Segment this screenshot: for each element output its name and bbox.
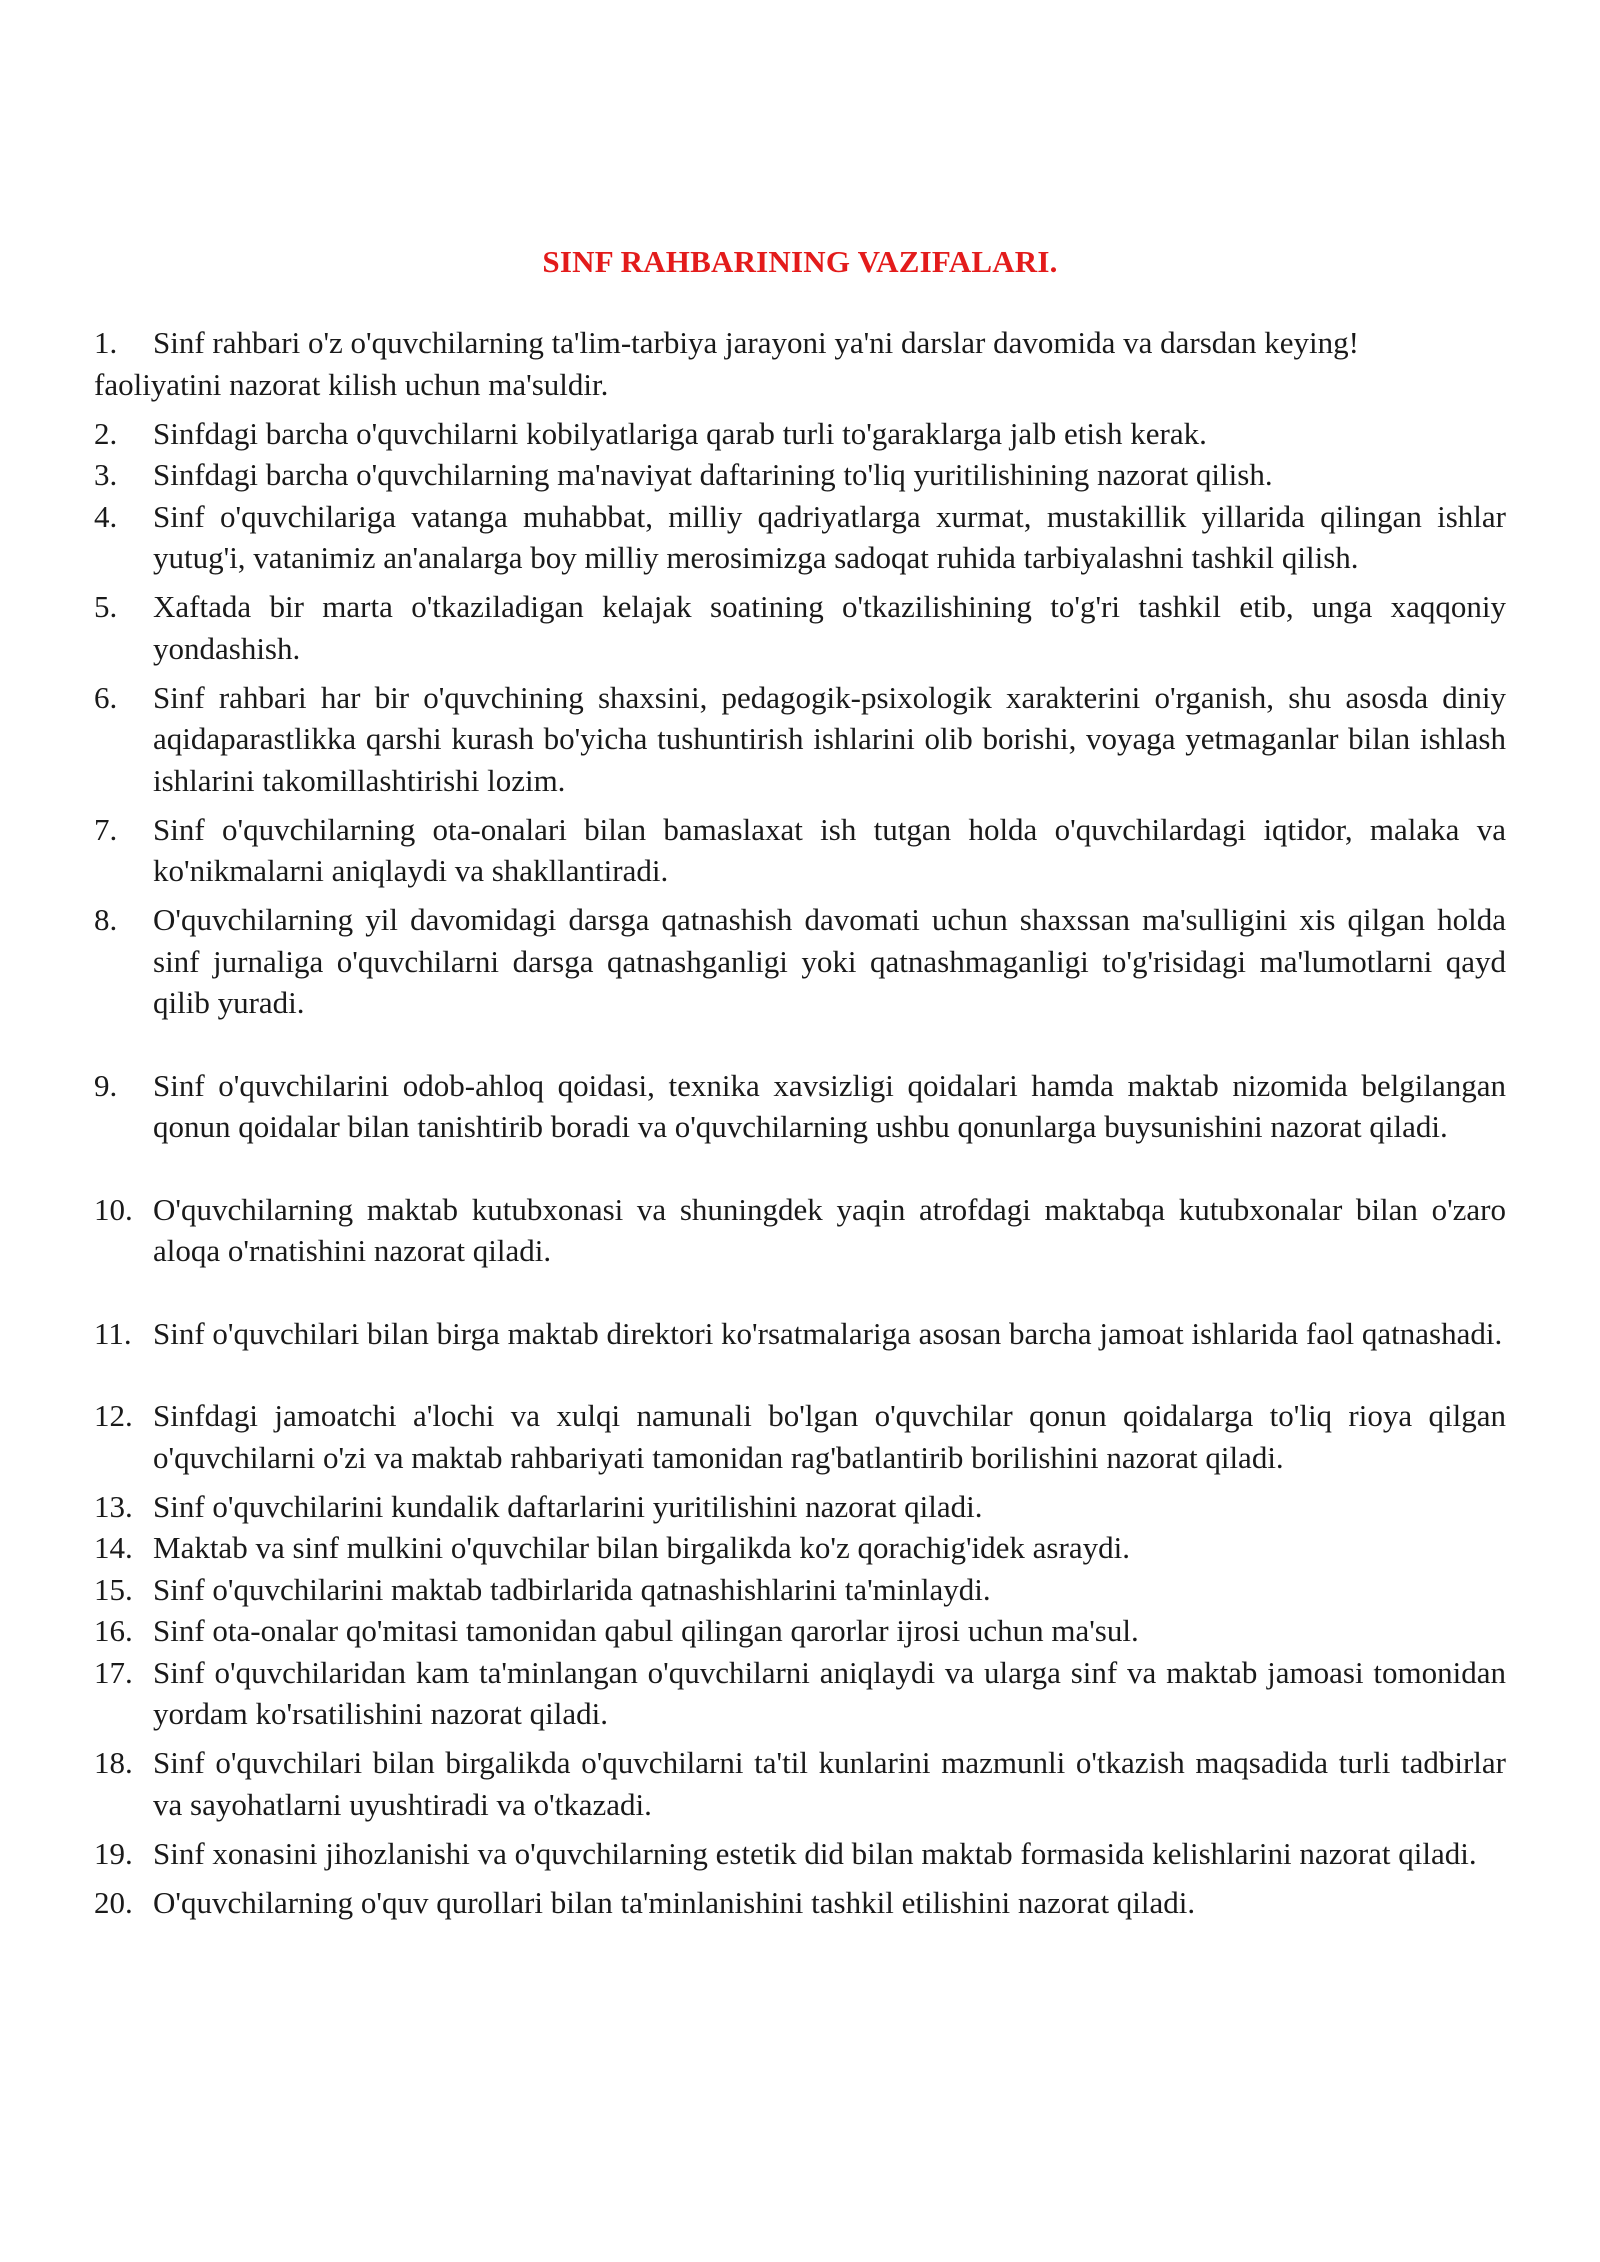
item-text: Sinf o'quvchilari bilan birga maktab direktori ko'rsatmalariga asosan barcha jamoat ishlarida faol qatnashadi.	[153, 1315, 1503, 1351]
item-number: 1.	[94, 325, 118, 360]
item-text: Sinf o'quvchilaridan kam ta'minlangan o'quvchilarni aniqlaydi va ularga sinf va maktab jamoasi tomonidan yordam ko'rsatilishini nazorat qiladi.	[153, 1654, 1506, 1731]
item-text: Sinf xonasini jihozlanishi va o'quvchilarning estetik did bilan maktab formasida kelishlarini nazorat qiladi.	[153, 1835, 1477, 1871]
list-item-13	[94, 1486, 1506, 1528]
item-number: 19.	[94, 1835, 133, 1871]
item-number: 9.	[94, 1067, 118, 1103]
list-item-8	[94, 899, 1506, 1024]
item-text: Sinf o'quvchilarning ota-onalari bilan bamaslaxat ish tutgan holda o'quvchilardagi iqtidor, malaka va ko'nikmalarni aniqlaydi va shakllantiradi.	[153, 811, 1506, 888]
list-item-1-continuation: faoliyatini nazorat kilish uchun ma'suldir.	[94, 366, 609, 402]
list-item-6	[94, 677, 1506, 802]
item-text: Sinfdagi barcha o'quvchilarning ma'naviyat daftarining to'liq yuritilishining nazorat qilish.	[153, 457, 1273, 492]
item-text: Maktab va sinf mulkini o'quvchilar bilan birgalikda ko'z qorachig'idek asraydi.	[153, 1530, 1130, 1565]
item-number: 10.	[94, 1191, 133, 1227]
list-item-2	[94, 413, 1506, 455]
item-text: Sinf o'quvchilarini kundalik daftarlarini yuritilishini nazorat qiladi.	[153, 1488, 983, 1524]
list-item-5	[94, 586, 1506, 669]
list-item-14	[94, 1527, 1506, 1569]
list-item-16	[94, 1610, 1506, 1652]
item-text: Sinf o'quvchilarini maktab tadbirlarida qatnashishlarini ta'minlaydi.	[153, 1571, 991, 1607]
item-number: 11.	[94, 1315, 132, 1351]
item-number: 15.	[94, 1571, 133, 1607]
item-text: Sinf o'quvchilari bilan birgalikda o'quvchilarni ta'til kunlarini mazmunli o'tkazish maqsadida turli tadbirlar va sayohatlarni uyushtiradi va o'tkazadi.	[153, 1745, 1506, 1822]
item-number: 7.	[94, 811, 118, 847]
item-number: 5.	[94, 589, 118, 624]
list-item-11	[94, 1313, 1506, 1355]
list-item-1	[94, 322, 1506, 364]
list-item-7	[94, 809, 1506, 892]
item-text: Sinf rahbari har bir o'quvchining shaxsini, pedagogik-psixologik xarakterini o'rganish, shu asosda diniy aqidaparastlikka qarshi kurash bo'yicha tushuntirish ishlarini olib borishi, voyaga yetmaganlar bilan ishlash ishlarini takomillashtirishi lozim.	[153, 679, 1506, 798]
list-item-12	[94, 1395, 1506, 1478]
item-number: 16.	[94, 1613, 133, 1648]
item-number: 18.	[94, 1745, 133, 1780]
item-number: 4.	[94, 498, 118, 534]
list-item-3	[94, 454, 1506, 496]
item-text: Sinf ota-onalar qo'mitasi tamonidan qabul qilingan qarorlar ijrosi uchun ma'sul.	[153, 1613, 1139, 1648]
item-text: Sinf rahbari o'z o'quvchilarning ta'lim-tarbiya jarayoni ya'ni darslar davomida va darsdan keying!	[153, 325, 1359, 360]
document-title: SINF RAHBARINING VAZIFALARI.	[542, 244, 1058, 279]
item-text: Sinf o'quvchilariga vatanga muhabbat, milliy qadriyatlarga xurmat, mustakillik yillarida qilingan ishlar yutug'i, vatanimiz an'analarga boy milliy merosimizga sadoqat ruhida tarbiyalashni tashkil qilish.	[153, 498, 1506, 575]
list-item-15	[94, 1569, 1506, 1611]
item-number: 14.	[94, 1530, 133, 1565]
list-item-4	[94, 496, 1506, 579]
item-text: O'quvchilarning maktab kutubxonasi va shuningdek yaqin atrofdagi maktabqa kutubxonalar bilan o'zaro aloqa o'rnatishini nazorat qiladi.	[153, 1191, 1506, 1268]
item-text: O'quvchilarning o'quv qurollari bilan ta'minlanishini tashkil etilishini nazorat qiladi.	[153, 1884, 1196, 1920]
list-item-19	[94, 1833, 1506, 1875]
list-item-17	[94, 1652, 1506, 1735]
item-text: O'quvchilarning yil davomidagi darsga qatnashish davomati uchun shaxssan ma'sulligini xis qilgan holda sinf jurnaliga o'quvchilarni darsga qatnashganligi yoki qatnashmaganligi to'g'risidagi ma'lumotlarni qayd qilib yuradi.	[153, 902, 1506, 1020]
item-text: Sinfdagi jamoatchi a'lochi va xulqi namunali bo'lgan o'quvchilar qonun qoidalarga to'liq rioya qilgan o'quvchilarni o'zi va maktab rahbariyati tamonidan rag'batlantirib borilishini nazorat qiladi.	[153, 1398, 1506, 1475]
item-number: 13.	[94, 1488, 133, 1524]
item-text: Sinfdagi barcha o'quvchilarni kobilyatlariga qarab turli to'garaklarga jalb etish kerak.	[153, 415, 1207, 451]
list-item-10	[94, 1189, 1506, 1272]
list-item-20	[94, 1882, 1506, 1924]
duties-list	[94, 322, 1506, 1931]
item-text: Xaftada bir marta o'tkaziladigan kelajak soatining o'tkazilishining to'g'ri tashkil etib, unga xaqqoniy yondashish.	[153, 589, 1506, 666]
list-item-9	[94, 1065, 1506, 1148]
item-number: 3.	[94, 457, 118, 492]
item-number: 12.	[94, 1398, 133, 1433]
item-number: 8.	[94, 902, 118, 937]
item-number: 20.	[94, 1884, 133, 1920]
item-number: 2.	[94, 415, 118, 451]
item-number: 6.	[94, 679, 118, 715]
list-item-18	[94, 1742, 1506, 1825]
item-text: Sinf o'quvchilarini odob-ahloq qoidasi, texnika xavsizligi qoidalari hamda maktab nizomida belgilangan qonun qoidalar bilan tanishtirib boradi va o'quvchilarning ushbu qonunlarga buysunishini nazorat qiladi.	[153, 1067, 1506, 1144]
item-number: 17.	[94, 1654, 133, 1690]
